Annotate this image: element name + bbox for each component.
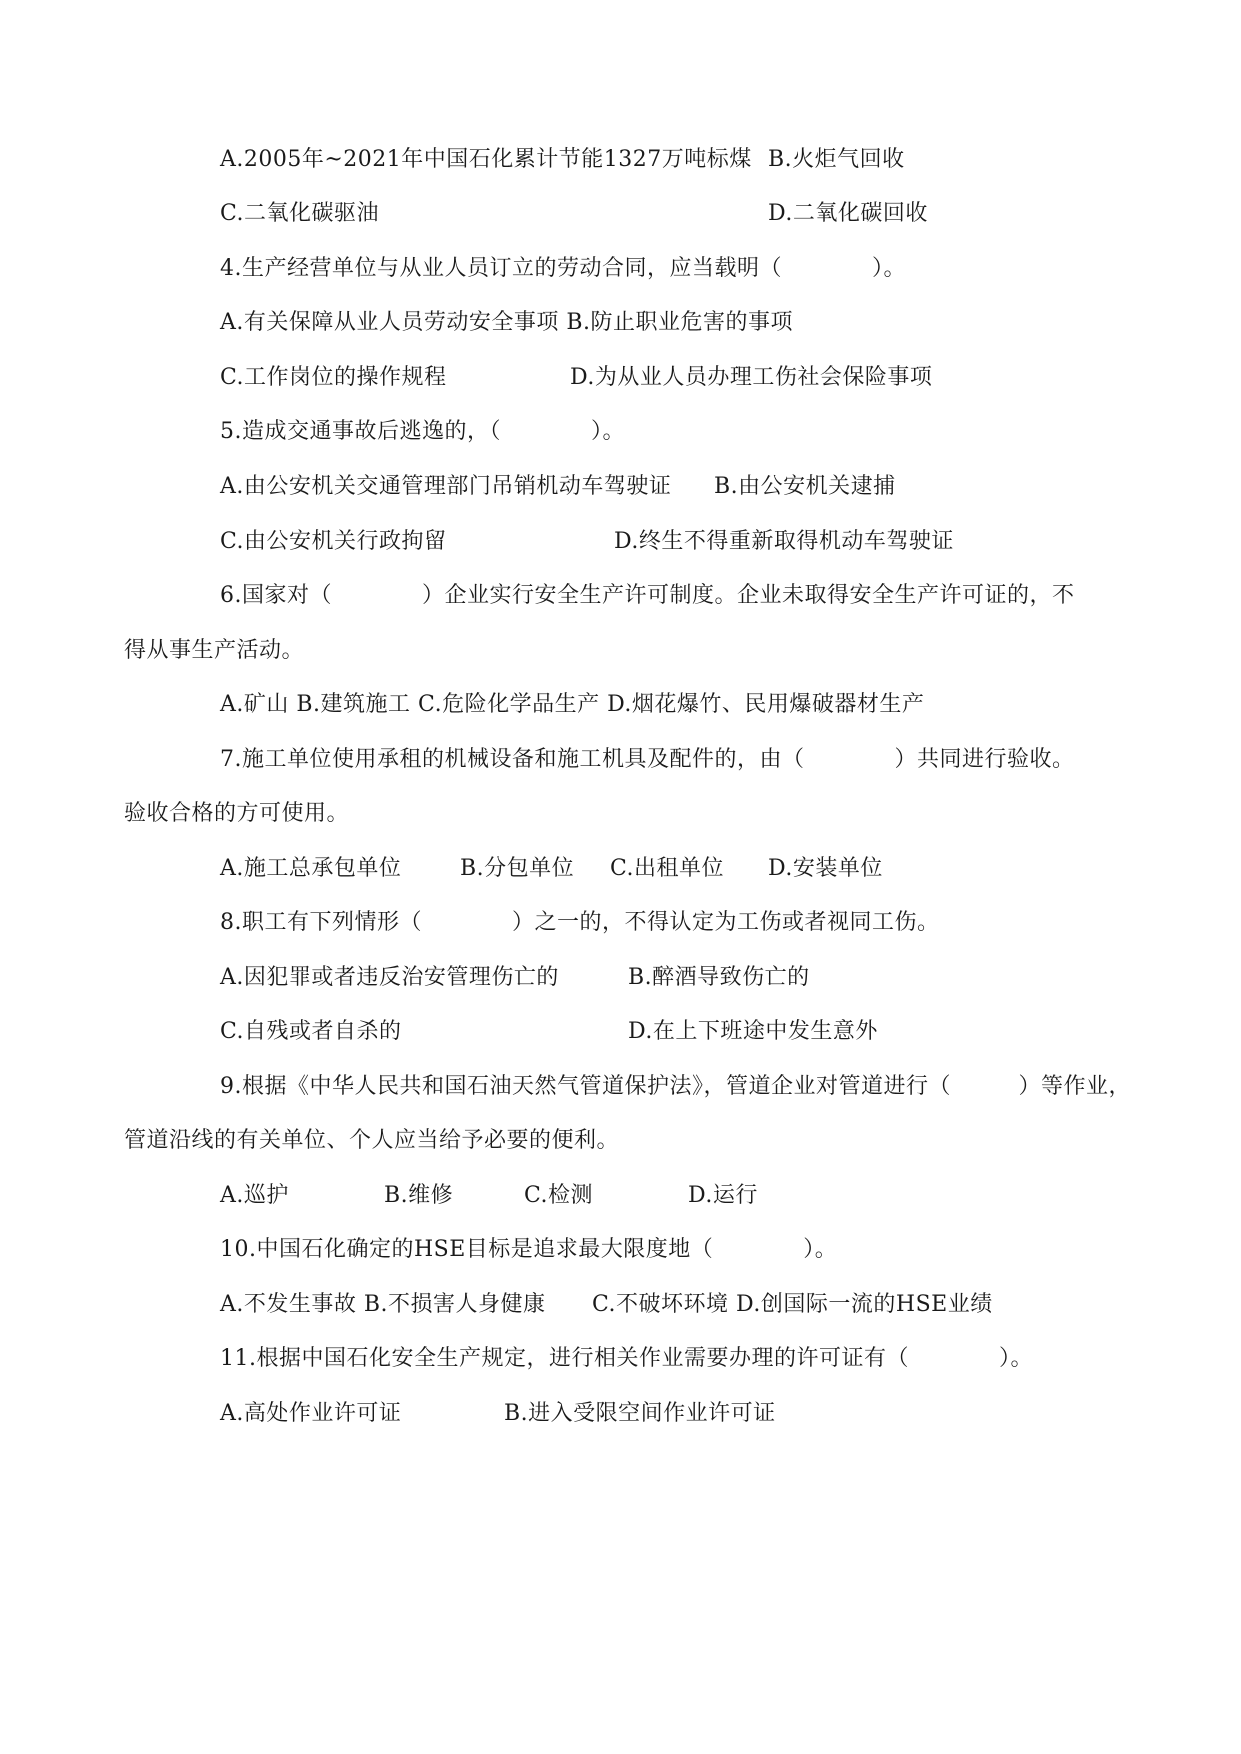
question-text-continued: 得从事生产活动。 — [124, 638, 305, 663]
option-b: B.进入受限空间作业许可证 — [504, 1401, 776, 1426]
option-a: A.由公安机关交通管理部门吊销机动车驾驶证 — [220, 474, 672, 499]
option-a: A.施工总承包单位 — [220, 856, 402, 881]
option-a: A.高处作业许可证 — [220, 1401, 402, 1426]
question-text-continued: 验收合格的方可使用。 — [124, 801, 350, 826]
option-a: A.有关保障从业人员劳动安全事项 B.防止职业危害的事项 — [220, 310, 794, 335]
option-d: D.为从业人员办理工伤社会保险事项 — [570, 365, 933, 390]
option-d: D.终生不得重新取得机动车驾驶证 — [614, 529, 954, 554]
option-d: D.安装单位 — [768, 856, 883, 881]
question-text: 7.施工单位使用承租的机械设备和施工机具及配件的，由（ ）共同进行验收。 — [220, 747, 1075, 772]
question-text-continued: 管道沿线的有关单位、个人应当给予必要的便利。 — [124, 1128, 620, 1153]
option-a: A.2005年~2021年中国石化累计节能1327万吨标煤 — [220, 147, 752, 172]
option-d: D.运行 — [688, 1183, 758, 1208]
option-b: B.火炬气回收 — [768, 147, 905, 172]
option-b: B.分包单位 — [460, 856, 575, 881]
option-b: B.由公安机关逮捕 — [714, 474, 896, 499]
option-c: C.由公安机关行政拘留 — [220, 529, 447, 554]
option-c: C.工作岗位的操作规程 — [220, 365, 447, 390]
options-all: A.矿山 B.建筑施工 C.危险化学品生产 D.烟花爆竹、民用爆破器材生产 — [220, 692, 925, 717]
question-text: 10.中国石化确定的HSE目标是追求最大限度地（ ）。 — [220, 1237, 838, 1262]
question-text: 5.造成交通事故后逃逸的，（ ）。 — [220, 419, 625, 444]
option-c: C.二氧化碳驱油 — [220, 201, 380, 226]
option-c: C.出租单位 — [610, 856, 725, 881]
question-text: 8.职工有下列情形（ ）之一的，不得认定为工伤或者视同工伤。 — [220, 910, 940, 935]
question-text: 4.生产经营单位与从业人员订立的劳动合同，应当载明（ ）。 — [220, 256, 906, 281]
option-a-b: A.不发生事故 B.不损害人身健康 — [220, 1292, 546, 1317]
question-text: 6.国家对（ ）企业实行安全生产许可制度。企业未取得安全生产许可证的，不 — [220, 583, 1075, 608]
option-c-d: C.不破坏环境 D.创国际一流的HSE业绩 — [592, 1292, 993, 1317]
option-d: D.二氧化碳回收 — [768, 201, 928, 226]
option-c: C.检测 — [524, 1183, 594, 1208]
option-b: B.醉酒导致伤亡的 — [628, 965, 810, 990]
option-a: A.巡护 — [220, 1183, 289, 1208]
option-c: C.自残或者自杀的 — [220, 1019, 402, 1044]
question-text: 11.根据中国石化安全生产规定，进行相关作业需要办理的许可证有（ ）。 — [220, 1346, 1033, 1371]
option-a: A.因犯罪或者违反治安管理伤亡的 — [220, 965, 559, 990]
option-b: B.维修 — [384, 1183, 454, 1208]
option-d: D.在上下班途中发生意外 — [628, 1019, 878, 1044]
question-text: 9.根据《中华人民共和国石油天然气管道保护法》，管道企业对管道进行（ ）等作业， — [220, 1074, 1131, 1099]
